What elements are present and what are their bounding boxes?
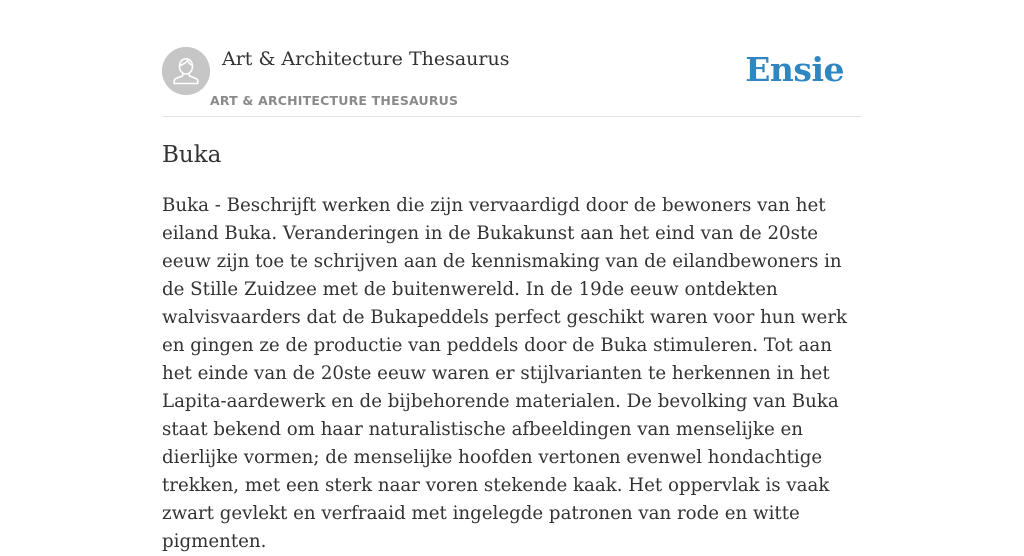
user-silhouette-icon: [162, 47, 210, 95]
article-header: [162, 47, 862, 117]
article-body: Buka - Beschrijft werken die zijn vervaardigd door de bewoners van het eiland Buka. Veranderingen in de Bukakunst aan het eind van de 20ste eeuw zijn toe te schrijven aan de kennismaking van de eilandbewoners in de Stille Zuidzee met de buitenwereld. In de 19de eeuw ontdekten walvisvaarders dat de Bukapeddels perfect geschikt waren voor hun werk en gingen ze de productie van peddels door de Buka stimuleren. Tot aan het einde van de 20ste eeuw waren er stijlvarianten te herkennen in het Lapita-aardewerk en de bijbehorende materialen. De bevolking van Buka staat bekend om haar naturalistische afbeeldingen van menselijke en dierlijke vormen; de menselijke hoofden vertonen evenwel hondachtige trekken, met een sterk naar voren stekende kaak. Het oppervlak is vaak zwart gevlekt en verfraaid met ingelegde patronen van rode en witte pigmenten.: [162, 195, 848, 552]
page-title: Buka: [162, 142, 222, 168]
source-name[interactable]: ART & ARCHITECTURE THESAURUS: [210, 93, 459, 108]
avatar[interactable]: [162, 47, 210, 95]
brand-logo[interactable]: Ensie: [745, 50, 844, 89]
author-name[interactable]: Art & Architecture Thesaurus: [222, 48, 510, 70]
